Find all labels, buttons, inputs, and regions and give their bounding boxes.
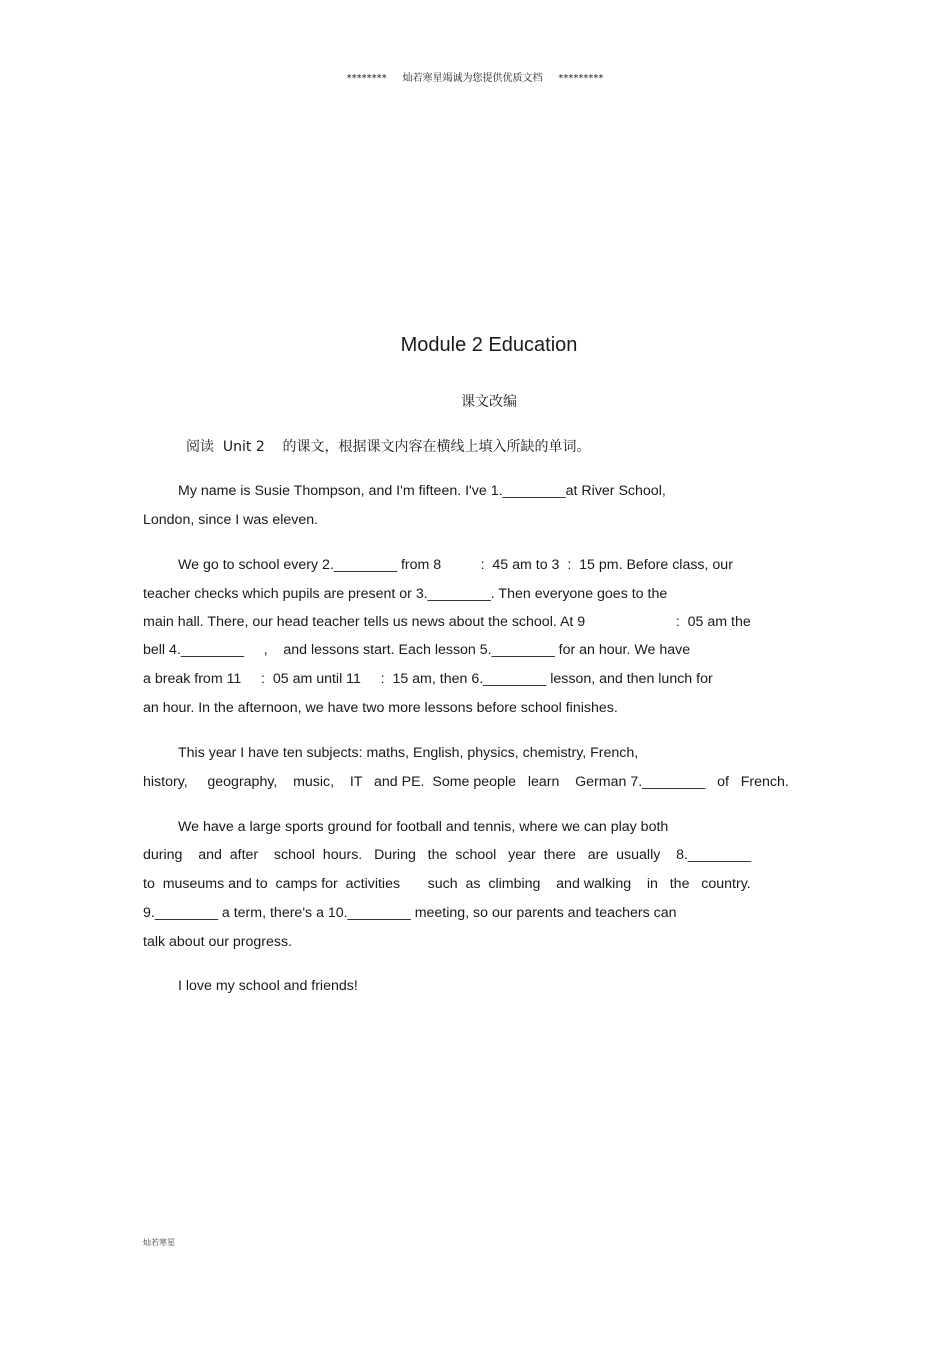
paragraph-line: 9.________ a term, there's a 10.________ meeting, so our parents and teachers can — [143, 905, 677, 921]
paragraph-line: main hall. There, our head teacher tells us news about the school. At 9 : 05 am the — [143, 614, 751, 630]
page-footer: 灿若寒星 — [143, 1238, 175, 1247]
document-title: Module 2 Education — [400, 334, 578, 356]
page-header: ******** 灿若寒星竭诚为您提供优质文档 ********* — [346, 73, 604, 84]
paragraph-line: I love my school and friends! — [178, 978, 358, 994]
paragraph-line: We go to school every 2.________ from 8 : 45 am to 3 : 15 pm. Before class, our — [178, 557, 733, 573]
paragraph-line: during and after school hours. During the school year there are usually 8.________ — [143, 847, 752, 863]
paragraph-line: bell 4.________ , and lessons start. Each lesson 5.________ for an hour. We have — [143, 642, 691, 658]
paragraph-line: teacher checks which pupils are present or 3.________. Then everyone goes to the — [143, 586, 668, 602]
paragraph-line: history, geography, music, IT and PE. Some people learn German 7.________ of French. — [143, 774, 789, 790]
document-subtitle: 课文改编 — [461, 394, 517, 410]
instruction-text: 阅读 Unit 2 的课文，根据课文内容在横线上填入所缺的单词。 — [186, 439, 591, 455]
paragraph-line: This year I have ten subjects: maths, English, physics, chemistry, French, — [178, 745, 639, 761]
paragraph-line: We have a large sports ground for football and tennis, where we can play both — [178, 819, 669, 835]
paragraph-line: a break from 11 : 05 am until 11 : 15 am, then 6.________ lesson, and then lunch for — [143, 671, 713, 687]
paragraph-line: an hour. In the afternoon, we have two more lessons before school finishes. — [143, 700, 618, 716]
paragraph-line: London, since I was eleven. — [143, 512, 319, 528]
paragraph-line: My name is Susie Thompson, and I'm fifteen. I've 1.________at River School, — [178, 483, 666, 499]
paragraph-line: to museums and to camps for activities such as climbing and walking in the country. — [143, 876, 751, 892]
paragraph-line: talk about our progress. — [143, 934, 293, 950]
